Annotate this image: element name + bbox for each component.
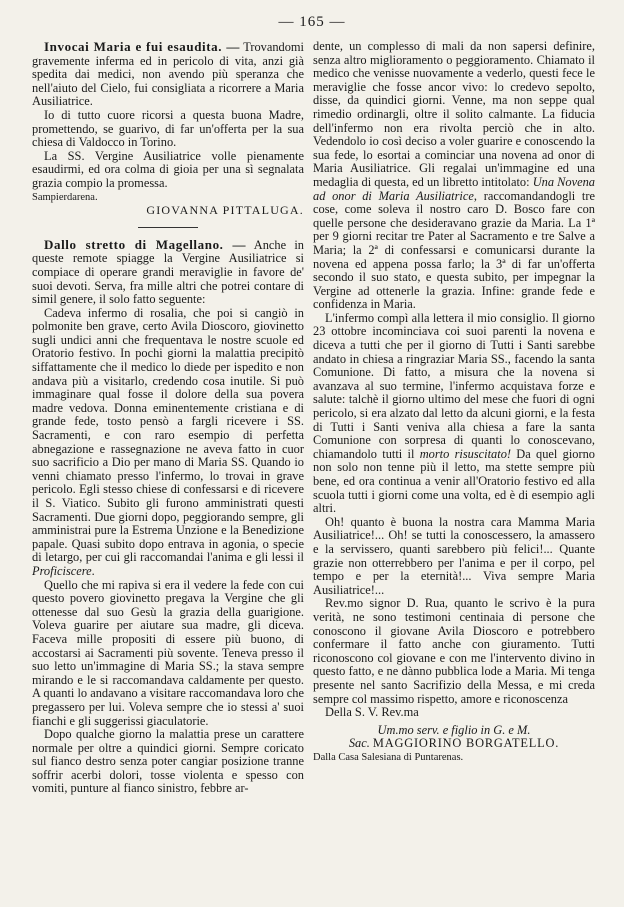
signature-name: MAGGIORINO BORGATELLO. [372,736,560,751]
proficiscere-italic: Proficiscere [32,563,92,578]
article-2-paragraph-2-end: . [91,563,95,578]
signature-prefix: Sac. [348,736,370,751]
section-divider [138,227,198,228]
article-1-paragraph-1: Trovandomi gravemente inferma ed in pericolo di vita, anzi già spedita dai medici, non avendo più speranza che nell'aiuto del Cielo, fui consigliata a ricorrere a Maria Ausiliatrice. [32,40,305,109]
article-2-paragraph-3: Quello che mi rapiva si era il vedere la fede con cui questo povero giovinetto pregava la Vergine che gli ottenesse dal suo Gesù la grazia della guarigione. Voleva guarire per aiutare sua madre, gli diceva. Faceva mille propositi di essere più buono, di accostarsi ai Sacramenti più sovente. Teneva presso il suo letto un'immagine di Maria SS.; la stava sempre mirando e le si raccomandava caldamente per questo. A quanti lo andavano a visitare raccomandava loro che pregassero per lui. Voleva sempre che io stessi a' suoi fianchi e gli suggerissi giaculatorie. [32,577,304,728]
article-1-place: Sampierdarena. [32,191,98,203]
article-2-first-paragraph [32,238,304,307]
article-1-title: Invocai Maria e fui esaudita. — [44,39,240,54]
article-2-paragraph-7: Rev.mo signor D. Rua, quanto le scrivo è la pura verità, ne sono testimoni centinaia di persone che conoscono il giovane Avila Dioscoro e potrebbero confermare il fatto anche con giuramento. Tutti riconoscono col giovane e con me l'intervento divino in questo fatto, e ne dànno pubblica lode a Maria. Mi tenga presente nel santo Sacrifizio della Messa, e mi creda sempre col massimo rispetto, amore e riconoscenza [313,596,595,706]
novena-title-italic: Una Novena ad onor di Maria Ausiliatrice [313,174,595,203]
left-column [32,40,304,796]
article-1-first-paragraph [32,40,304,109]
article-2-paragraph-5 [313,312,595,516]
article-2-paragraph-2-text: Cadeva infermo di rosalia, che poi si cangiò in polmonite ben grave, certo Avila Dioscoro, giovinetto sugli undici anni che frequentava le nostre scuole ed Oratorio festivo. In pochi giorni la malattia precipitò siffattamente che il medico lo diede per ispedito e non andava più a visitarlo, credendo cosa inutile. Si può immaginare qual fosse il dolore della sua povera madre vedova. Donna eminentemente cristiana e di grande fede, tosto pensò a fargli ricevere i SS. Sacramenti, e con raro esempio di perfetta abnegazione e rassegnazione ne aveva fatto in cuor suo sacrificio a Dio per mano di Maria SS. Quando io venni chiamato presso l'infermo, lo trovai in grave pericolo. Egli stesso chiese di confessarsi e di ricevere il S. Viatico. Subito gli furono amministrati questi Sacramenti. Due giorni dopo, peggiorando sempre, gli amministrai pure la Estrema Unzione e la Benedizione papale. Quasi subito dopo entrava in agonia, o specie di letargo, per cui gli raccomandai l'anima e gli lessi il [32,305,304,565]
right-column [313,40,595,764]
paragraph-5-text: L'infermo compì alla lettera il mio consiglio. Il giorno 23 ottobre incominciava coi suoi parenti la novena e diceva a tutti che per il giorno di Tutti i Santi sarebbe andato in chiesa a ringraziar Maria SS., facendo la santa Comunione. Di fatto, a misura che la novena si avanzava al suo termine, l'infermo acquistava forze e salute: talchè il giorno ultimo del mese che fuori di ogni pericolo, si era alzato dal letto da alcuni giorni, e la festa di Tutti i Santi veniva alla chiesa a fare la santa Comunione con sorpresa di quanti lo conoscevano, chiamandolo tutti il [313,310,595,461]
closing-line: Della S. V. Rev.ma [325,705,419,720]
article-1-signature: GIOVANNA PITTALUGA. [146,203,304,218]
article-2-paragraph-2 [32,307,304,579]
article-2-paragraph-4: Dopo qualche giorno la malattia prese un carattere normale per oltre a quindici giorni. Sempre coricato sul fianco destro senza poter cangiar posizione tranne soffrir acerbi dolori, tosse violenta e spesso con vomiti, punture al fianco sinistro, febbre ar- [32,727,304,796]
article-2-paragraph-6: Oh! quanto è buona la nostra cara Mamma Maria Ausiliatrice!... Oh! se tutti la conoscessero, la amassero e la servissero, quanti sarebbero più felici!... Quante grazie non otterrebbero per l'anima e per il corpo, pel tempo e per la eternità!... Viva sempre Maria Ausiliatrice!... [313,514,595,597]
signature-line-2 [313,737,595,751]
article-2-continuation [313,40,595,312]
signature-line-1: Um.mo serv. e figlio in G. e M. [377,722,531,737]
source-line: Dalla Casa Salesiana di Puntarenas. [313,751,464,763]
continuation-text: dente, un complesso di mali da non sapersi definire, senza altro miglioramento o peggioramento. Chiamato il medico che venisse nuovamente a vederlo, questi fece le meraviglie che fosse ancor vivo: lo credevo sepolto, disse, da quindici giorni. Venne, ma non seppe qual rimedio ordinargli, oltre il solito calmante. La fiducia dell'infermo non era rivolta perciò che in alto. Vedendolo io così deciso a voler guarire e conoscendo la sua fede, lo esortai a cominciar una novena ad onor di Maria Ausiliatrice. Gli regalai un'immagine ed una medaglia di questa, ed un libretto intitolato: [313,39,595,189]
page-number: — 165 — [278,14,346,30]
signature-block [313,724,595,751]
paragraph-5-end: Da quel giorno non solo non tenne più il letto, ma stette sempre più bene, ed ora continua a venir all'Oratorio festivo ed alla scuola tutti i giorni come una volta, ed è di esempio agli altri. [313,446,595,516]
article-1-paragraph-3: La SS. Vergine Ausiliatrice volle pienamente esaudirmi, ed ora colma di gioia per una sì segnalata grazia compio la promessa. [32,148,304,190]
article-2-title: Dallo stretto di Magellano. — [44,236,247,252]
article-1-paragraph-2: Io di tutto cuore ricorsi a questa buona Madre, promettendo, se guarivo, di far un'offerta per la sua chiesa di Valdocco in Torino. [32,107,304,150]
continuation-text-end: , raccomandandogli tre cose, come soleva il nostro caro D. Bosco fare con quelle persone che desideravano grazie da Maria. La 1ª per 9 giorni recitar tre Pater al Sacramento e tre Salve a Maria; la 2ª di confessarsi e comunicarsi durante la novena ed appena possa farlo; la 3ª di far un'offerta secondo il suo stato, e questa subito, per impegnar la Vergine ad ottenerle la grazia. Infine: grande fede e confidenza in Maria. [313,188,595,312]
article-2-paragraph-1: Anche in queste remote spiagge la Vergine Ausiliatrice si compiace di operare grandi meraviglie in favore de' suoi devoti. Serva, fra mille altri che potrei contare di simil genere, il solo fatto seguente: [32,237,304,307]
morto-risuscitato-italic: morto risuscitato! [419,446,512,461]
